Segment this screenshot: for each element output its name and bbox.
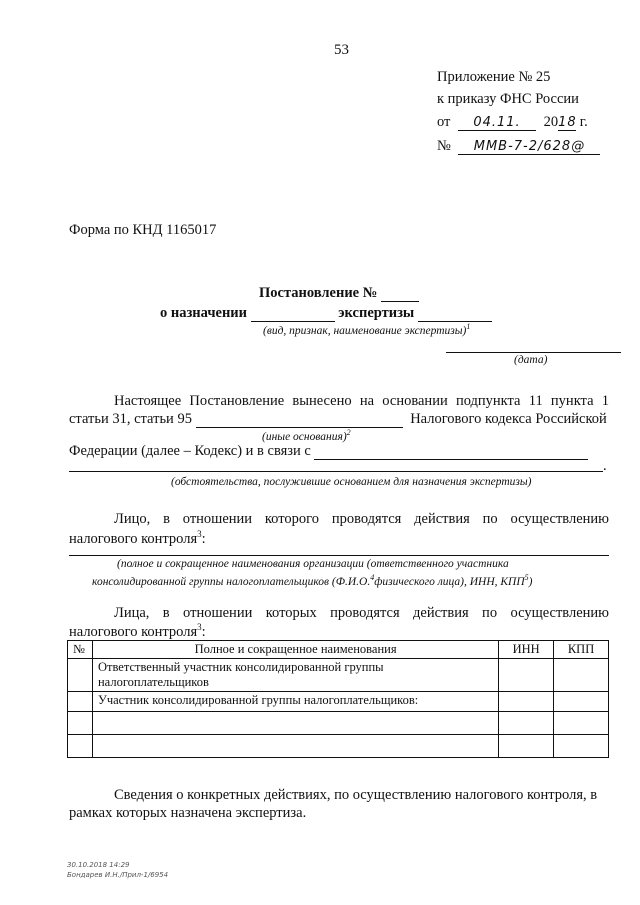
handwritten-year: 18 xyxy=(558,115,577,130)
other-grounds-caption xyxy=(262,428,351,443)
table-cell xyxy=(92,712,498,735)
table-cell xyxy=(499,659,554,692)
expertise-name-blank xyxy=(418,307,492,322)
subtitle-prefix: о назначении xyxy=(160,305,248,321)
paragraph1-line3-text: Федерации (далее – Кодекс) и в связи с xyxy=(69,443,311,459)
resolution-subtitle xyxy=(160,305,492,322)
table-cell: Участник консолидированной группы налогоплательщиков: xyxy=(92,692,498,712)
paragraph2-line2 xyxy=(69,529,206,548)
circumstances-caption: (обстоятельства, послужившие основанием для назначения экспертизы) xyxy=(171,476,532,488)
other-grounds-blank xyxy=(196,413,403,428)
paragraph1-line2-start: статьи 31, статьи 95 xyxy=(69,411,192,427)
number-prefix: № xyxy=(437,138,451,154)
table-cell xyxy=(68,692,93,712)
person-line xyxy=(69,555,609,556)
appendix-number xyxy=(437,138,600,155)
person-caption-part-c: ) xyxy=(528,575,533,588)
person-caption-line1: (полное и сокращенное наименования организации (ответственного участника xyxy=(117,558,509,570)
resolution-number-blank xyxy=(381,287,419,302)
appendix-date xyxy=(437,114,588,131)
footnote-ref: 5 xyxy=(524,573,529,582)
paragraph1-line2-end: Налогового кодекса Российской xyxy=(410,411,607,427)
table-header-number: № xyxy=(68,641,93,659)
page-number: 53 xyxy=(334,42,349,58)
table-cell xyxy=(554,659,609,692)
expertise-caption xyxy=(263,322,470,337)
footnote-ref: 2 xyxy=(346,428,351,437)
circumstances-period: . xyxy=(603,458,607,474)
footer-file-ref: Бондарев И.Н./Прил-1/6954 xyxy=(67,871,169,879)
resolution-title-text: Постановление № xyxy=(259,285,378,301)
year-prefix: 20 xyxy=(543,114,559,130)
expertise-type-blank xyxy=(251,307,335,322)
table-cell xyxy=(68,712,93,735)
table-cell xyxy=(68,735,93,758)
paragraph4-line1: Сведения о конкретных действиях, по осуществлению налогового контроля, в xyxy=(114,787,598,803)
resolution-title xyxy=(259,285,419,302)
date-caption: (дата) xyxy=(514,354,548,366)
form-code: Форма по КНД 1165017 xyxy=(69,222,217,238)
table-cell xyxy=(554,712,609,735)
table-cell: Ответственный участник консолидированной группы налогоплательщиков xyxy=(92,659,498,692)
handwritten-number: ММВ-7-2/628@ xyxy=(458,139,600,155)
date-line xyxy=(446,352,621,353)
appendix-title: Приложение № 25 xyxy=(437,69,551,85)
footnote-ref: 3 xyxy=(197,622,202,632)
person-caption-part-a: консолидированной группы налогоплательщиков (Ф.И.О. xyxy=(92,575,371,588)
footer-timestamp: 30.10.2018 14:29 xyxy=(67,861,130,869)
person-caption-line2 xyxy=(92,573,533,588)
table-cell xyxy=(554,735,609,758)
year-suffix: г. xyxy=(579,114,588,130)
paragraph1-line2 xyxy=(69,411,609,428)
footnote-ref: 4 xyxy=(370,573,375,582)
participants-table xyxy=(67,640,609,758)
paragraph1-line1: Настоящее Постановление вынесено на основании подпункта 11 пункта 1 xyxy=(114,393,609,409)
table-row xyxy=(68,659,609,692)
paragraph2-line1: Лицо, в отношении которого проводятся действия по осуществлению xyxy=(114,511,609,527)
table-header-row xyxy=(68,641,609,659)
paragraph3-line2 xyxy=(69,622,206,641)
other-grounds-text: (иные основания) xyxy=(262,430,347,443)
table-header-name: Полное и сокращенное наименования xyxy=(92,641,498,659)
table-cell xyxy=(499,712,554,735)
appendix-order: к приказу ФНС России xyxy=(437,91,579,107)
footnote-ref: 3 xyxy=(197,529,202,539)
paragraph2-colon: : xyxy=(201,530,206,547)
footnote-ref: 1 xyxy=(466,322,471,331)
circumstances-blank xyxy=(314,445,588,460)
table-header-kpp: КПП xyxy=(554,641,609,659)
paragraph4-line2: рамках которых назначена экспертиза. xyxy=(69,805,307,821)
paragraph2-line2-text: налогового контроля xyxy=(69,530,198,547)
table-row xyxy=(68,712,609,735)
table-cell xyxy=(554,692,609,712)
paragraph3-line1: Лица, в отношении которых проводятся действия по осуществлению xyxy=(114,605,609,621)
table-header-inn: ИНН xyxy=(499,641,554,659)
table-cell xyxy=(92,735,498,758)
table-cell xyxy=(499,692,554,712)
person-caption-part-b: физического лица), ИНН, КПП xyxy=(374,575,525,588)
handwritten-date: 04.11. xyxy=(458,115,536,131)
paragraph3-colon: : xyxy=(201,623,206,640)
circumstances-line xyxy=(69,471,603,472)
table-row xyxy=(68,735,609,758)
paragraph3-line2-text: налогового контроля xyxy=(69,623,198,640)
subtitle-word: экспертизы xyxy=(338,305,415,321)
expertise-caption-text: (вид, признак, наименование экспертизы) xyxy=(263,324,467,337)
table-row xyxy=(68,692,609,712)
table-cell xyxy=(68,659,93,692)
paragraph1-line3 xyxy=(69,443,588,460)
table-cell xyxy=(499,735,554,758)
date-prefix: от xyxy=(437,114,451,130)
